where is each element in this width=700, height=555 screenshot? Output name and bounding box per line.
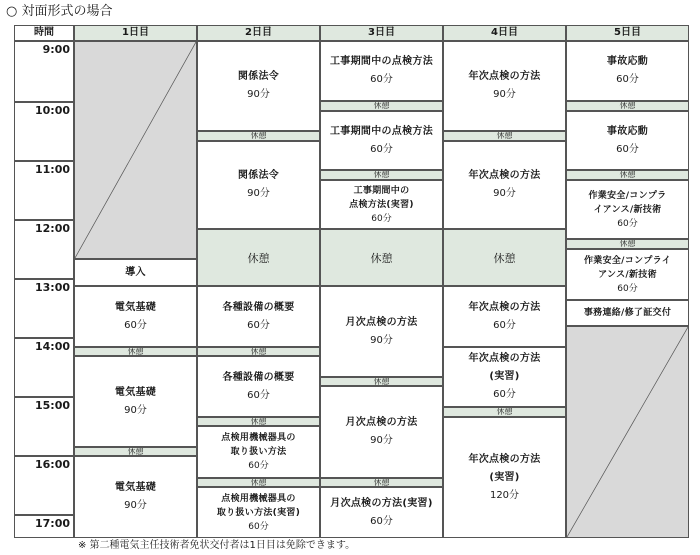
session-title: 点検用機械器具の (221, 433, 296, 443)
session-title: (実習) (489, 471, 520, 483)
header-time: 時間 (14, 25, 74, 41)
session-title: 工事期間中の点検方法 (330, 125, 433, 137)
day5-break-1: 休憩 (566, 101, 689, 111)
day4-session-3 (443, 286, 566, 347)
day3-break-3: 休憩 (320, 377, 443, 386)
day2-break-4: 休憩 (197, 478, 320, 487)
day4-break-2: 休憩 (443, 407, 566, 417)
day2-break-3: 休憩 (197, 417, 320, 426)
day5-session-3 (566, 180, 689, 239)
session-title: 点検方法(実習) (349, 199, 414, 210)
day5-session-2 (566, 111, 689, 170)
time-label: 10:00 (34, 104, 70, 117)
diagonal-line-icon (75, 42, 196, 258)
time-label: 16:00 (34, 458, 70, 471)
session-duration: 60分 (617, 218, 638, 229)
session-duration: 60分 (371, 213, 392, 224)
session-title: 各種設備の概要 (222, 371, 295, 383)
session-title: 点検用機械器具の (221, 493, 296, 504)
session-title: アンス/新技術 (598, 269, 657, 280)
time-slot-9 (14, 41, 74, 102)
day4-session-2 (443, 141, 566, 229)
day4-session-1 (443, 41, 566, 131)
day1-session-1 (74, 286, 197, 347)
time-slot-10 (14, 102, 74, 161)
time-slot-12 (14, 220, 74, 279)
session-duration: 60分 (370, 74, 393, 85)
day2-lunch: 休憩 (197, 229, 320, 286)
session-title: 月次点検の方法(実習) (330, 497, 433, 509)
session-duration: 60分 (493, 389, 516, 400)
day2-break-1: 休憩 (197, 131, 320, 141)
footnote: ※ 第二種電気主任技術者免状交付者は1日目は免除できます。 (78, 540, 356, 551)
session-duration: 60分 (370, 515, 393, 527)
session-title: 年次点検の方法 (468, 170, 541, 181)
session-title: 事故応動 (606, 125, 649, 137)
session-title: 電気基礎 (114, 301, 157, 313)
session-title: 関係法令 (237, 170, 280, 181)
session-title: 事務連絡/修了証交付 (583, 308, 672, 318)
day5-empty-block (566, 326, 689, 538)
session-title: 取り扱い方法 (230, 447, 287, 457)
day1-session-2 (74, 356, 197, 447)
time-slot-14 (14, 338, 74, 397)
session-title: 年次点検の方法 (468, 353, 541, 364)
day4-session-5 (443, 417, 566, 538)
header-day-2: 2日目 (197, 25, 320, 41)
time-label: 12:00 (34, 222, 70, 235)
schedule-table (14, 25, 689, 538)
day3-session-5 (320, 386, 443, 478)
session-title: 工事期間中の (353, 185, 410, 196)
day2-break-2: 休憩 (197, 347, 320, 356)
day2-session-3 (197, 286, 320, 347)
session-duration: 60分 (616, 143, 639, 155)
day3-session-6 (320, 487, 443, 538)
day1-break-2: 休憩 (74, 447, 197, 456)
session-duration: 90分 (370, 435, 393, 446)
day4-lunch: 休憩 (443, 229, 566, 286)
session-duration: 60分 (616, 74, 639, 85)
session-duration: 60分 (248, 461, 269, 471)
session-duration: 60分 (617, 283, 638, 294)
day3-session-2 (320, 111, 443, 170)
header-day-4: 4日目 (443, 25, 566, 41)
session-title: 作業安全/コンプライ (583, 255, 672, 266)
day3-session-4 (320, 286, 443, 377)
time-slot-15 (14, 397, 74, 456)
session-duration: 60分 (247, 389, 270, 401)
day5-break-3: 休憩 (566, 239, 689, 249)
day3-lunch: 休憩 (320, 229, 443, 286)
session-title: 関係法令 (237, 71, 280, 82)
time-label: 15:00 (34, 399, 70, 412)
session-title: 事故応動 (606, 56, 649, 67)
session-duration: 60分 (370, 143, 393, 155)
time-slot-17 (14, 515, 74, 538)
day5-session-1 (566, 41, 689, 101)
day4-break-1: 休憩 (443, 131, 566, 141)
session-duration: 90分 (124, 404, 147, 416)
day2-session-1 (197, 41, 320, 131)
session-title: 年次点検の方法 (468, 71, 541, 82)
time-label: 14:00 (34, 340, 70, 353)
session-duration: 60分 (493, 319, 516, 331)
session-duration: 90分 (370, 334, 393, 346)
session-duration: 90分 (247, 188, 270, 199)
day3-session-1 (320, 41, 443, 101)
session-duration: 90分 (493, 188, 516, 199)
time-label: 11:00 (34, 163, 70, 176)
session-title: 電気基礎 (114, 482, 157, 493)
session-duration: 90分 (493, 89, 516, 100)
header-day-5: 5日目 (566, 25, 689, 41)
day2-session-6 (197, 487, 320, 538)
header-day-1: 1日目 (74, 25, 197, 41)
day3-break-1: 休憩 (320, 101, 443, 111)
time-label: 9:00 (42, 43, 70, 56)
session-title: 月次点検の方法 (345, 316, 418, 328)
day2-session-5 (197, 426, 320, 478)
session-title: 年次点検の方法 (468, 453, 541, 465)
session-duration: 60分 (124, 319, 147, 331)
day1-intro (74, 259, 197, 286)
session-title: 電気基礎 (114, 386, 157, 398)
day4-session-4 (443, 347, 566, 407)
time-label: 13:00 (34, 281, 70, 294)
day5-session-5 (566, 300, 689, 326)
day1-break-1: 休憩 (74, 347, 197, 356)
session-duration: 90分 (247, 89, 270, 100)
day1-exempt-block (74, 41, 197, 259)
session-title: 工事期間中の点検方法 (330, 56, 433, 67)
session-title: イアンス/新技術 (593, 204, 662, 215)
day2-session-2 (197, 141, 320, 229)
time-slot-13 (14, 279, 74, 338)
time-slot-16 (14, 456, 74, 515)
diagonal-line-icon (567, 327, 688, 537)
header-day-3: 3日目 (320, 25, 443, 41)
session-title: 月次点検の方法 (345, 417, 418, 428)
time-label: 17:00 (34, 517, 70, 530)
day5-session-4 (566, 249, 689, 300)
day5-break-2: 休憩 (566, 170, 689, 180)
session-title: 年次点検の方法 (468, 301, 541, 313)
day3-break-4: 休憩 (320, 478, 443, 487)
session-title: (実習) (489, 371, 520, 382)
session-title: 各種設備の概要 (222, 301, 295, 313)
session-duration: 90分 (124, 500, 147, 511)
session-duration: 60分 (247, 319, 270, 331)
time-slot-11 (14, 161, 74, 220)
session-title: 導入 (125, 266, 146, 278)
day1-session-3 (74, 456, 197, 538)
session-duration: 60分 (248, 521, 269, 532)
day3-break-2: 休憩 (320, 170, 443, 180)
session-duration: 120分 (489, 489, 520, 501)
page-title: ○ 対面形式の場合 (6, 4, 113, 19)
session-title: 取り扱い方法(実習) (216, 507, 301, 518)
session-title: 作業安全/コンプラ (588, 190, 667, 201)
day3-session-3 (320, 180, 443, 229)
day2-session-4 (197, 356, 320, 417)
